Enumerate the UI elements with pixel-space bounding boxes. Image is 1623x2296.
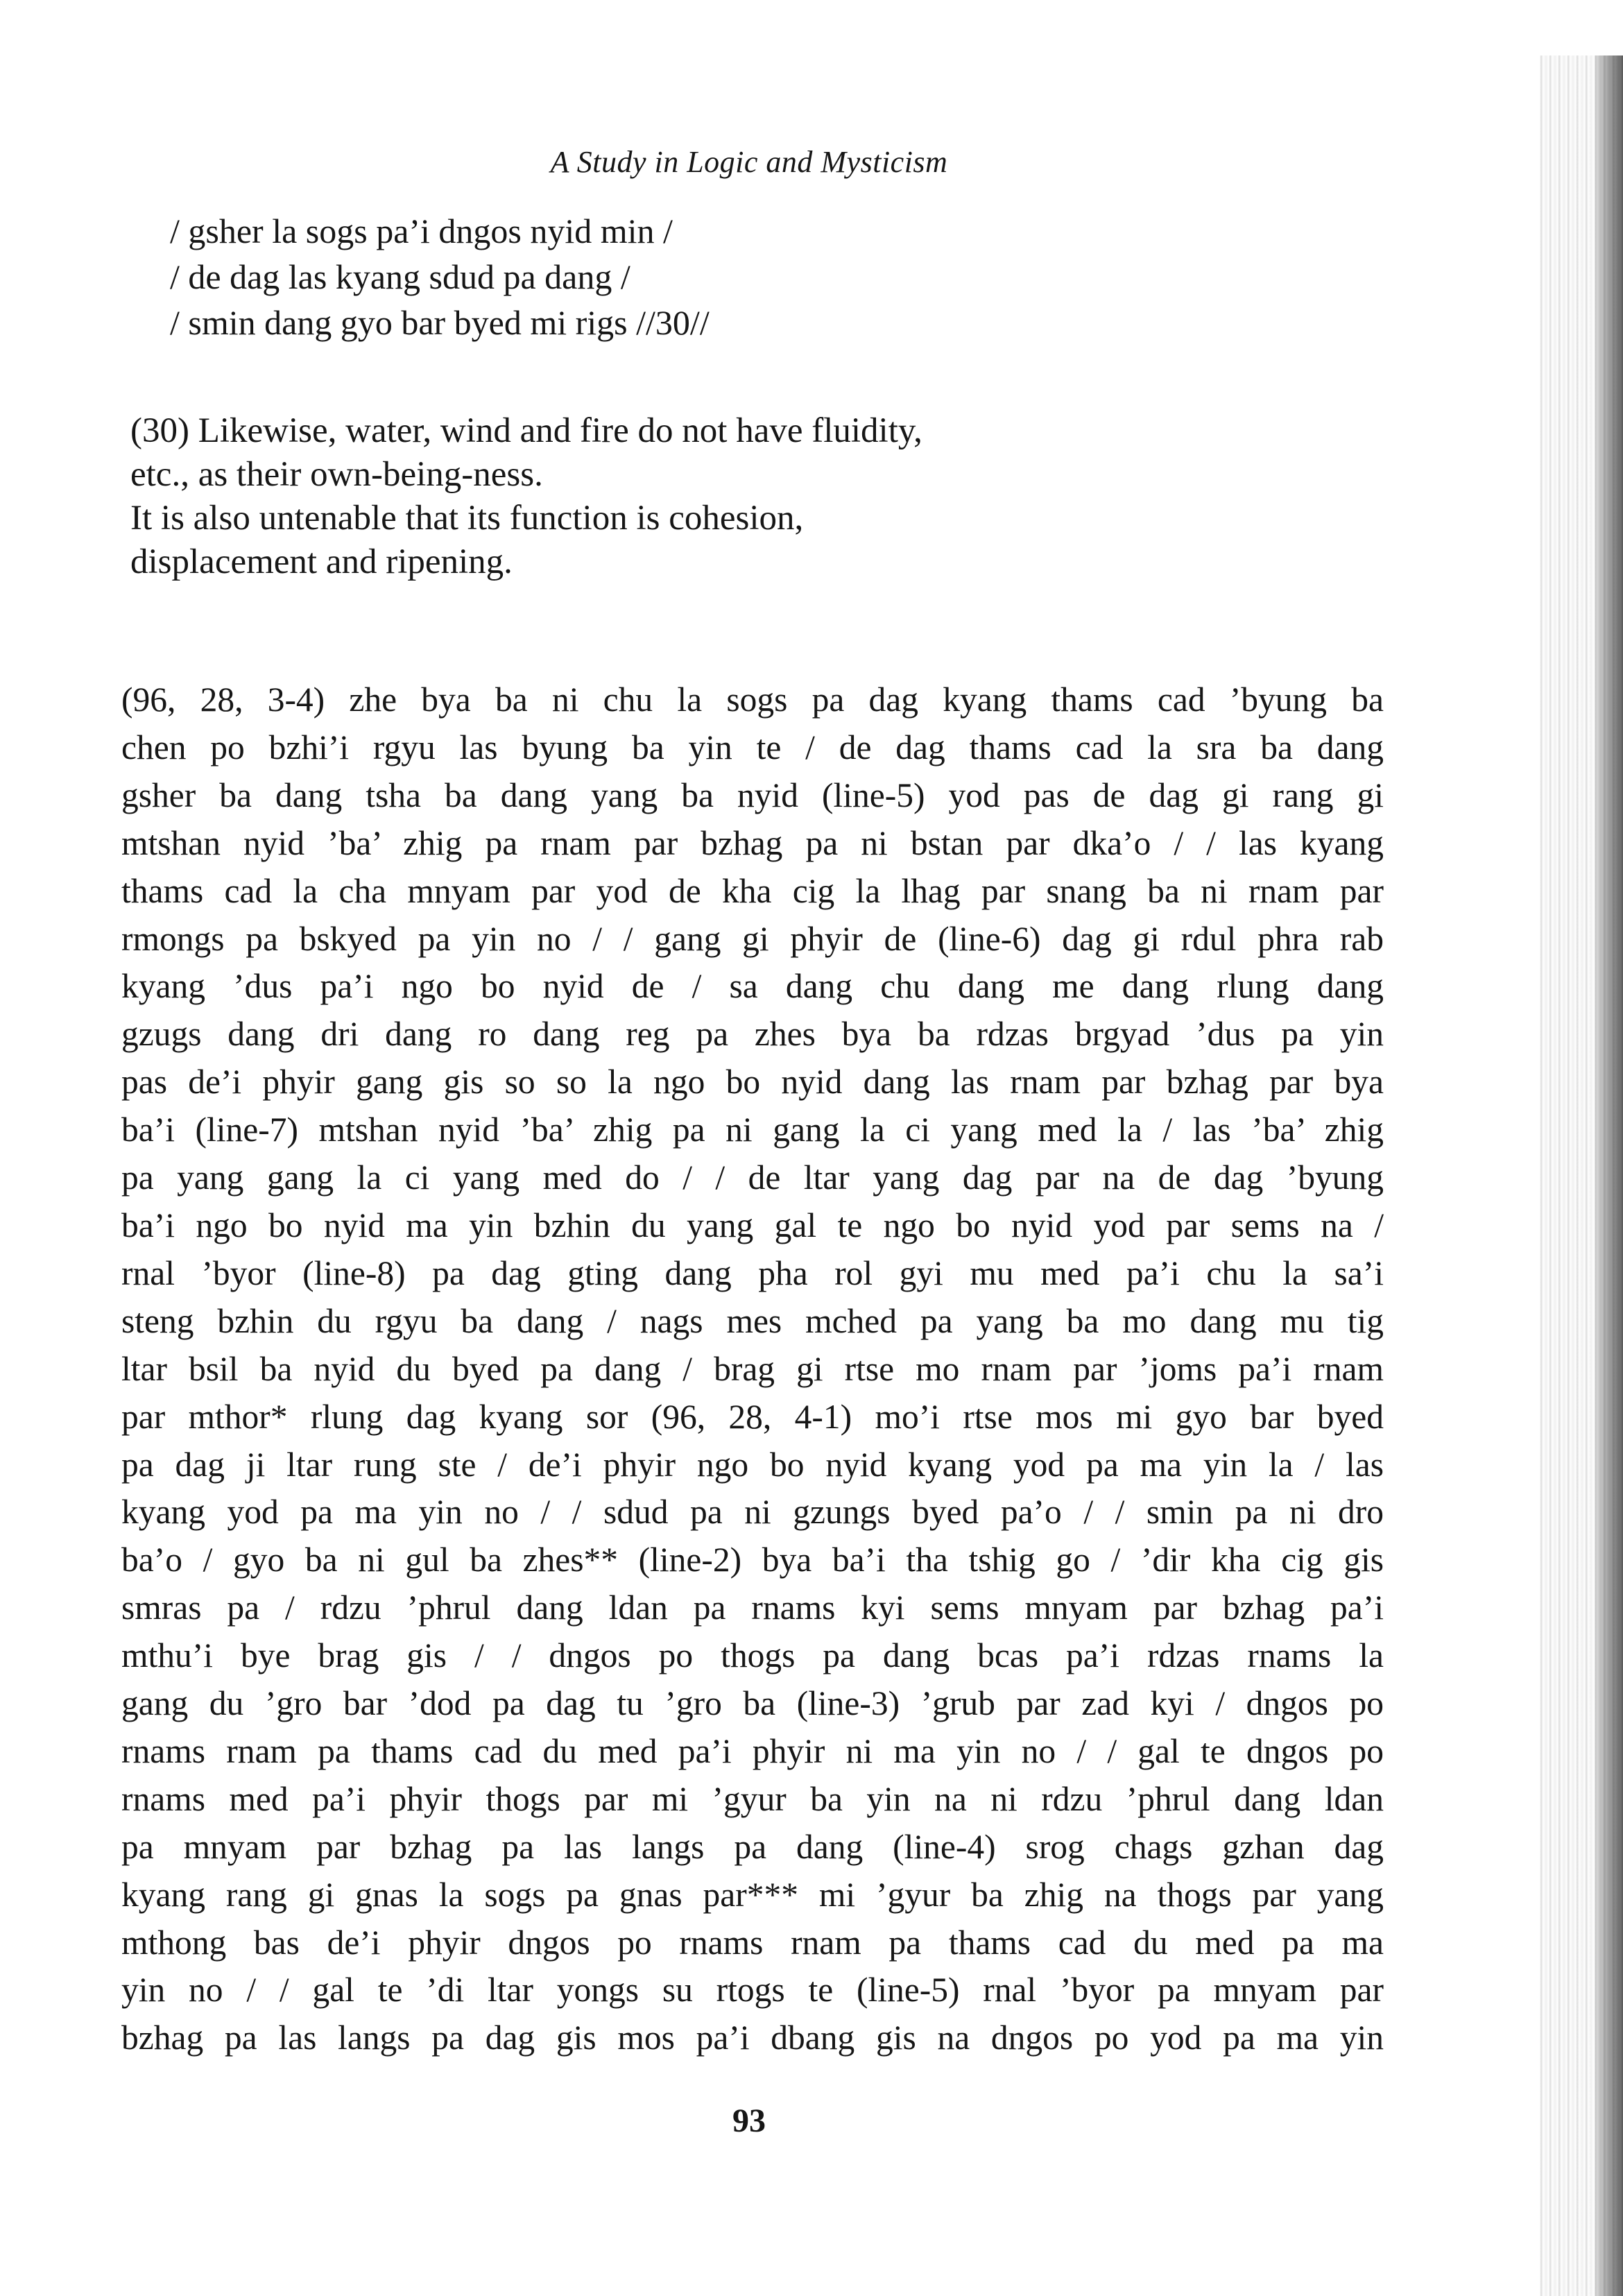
commentary-line: (96, 28, 3-4) zhe bya ba ni chu la sogs pa dag kyang thams cad ’byung ba xyxy=(121,680,1384,719)
translation-line: etc., as their own-being-ness. xyxy=(130,455,543,494)
commentary-text xyxy=(121,676,1384,2062)
page-number: 93 xyxy=(732,2102,766,2139)
commentary-line: rnams rnam pa thams cad du med pa’i phyir ni ma yin no / / gal te dngos po xyxy=(121,1731,1384,1770)
commentary-line: gzugs dang dri dang ro dang reg pa zhes bya ba rdzas brgyad ’dus pa yin xyxy=(121,1015,1384,1054)
commentary-line: gang du ’gro bar ’dod pa dag tu ’gro ba (line-3) ’grub par zad kyi / dngos po xyxy=(121,1684,1384,1723)
verse-line: / gsher la sogs pa’i dngos nyid min / xyxy=(170,212,673,250)
commentary-line: gsher ba dang tsha ba dang yang ba nyid (line-5) yod pas de dag gi rang gi xyxy=(121,776,1384,814)
commentary-line: pa mnyam par bzhag pa las langs pa dang (line-4) srog chags gzhan dag xyxy=(121,1827,1384,1866)
running-title: A Study in Logic and Mysticism xyxy=(550,145,948,179)
commentary-line: steng bzhin du rgyu ba dang / nags mes mched pa yang ba mo dang mu tig xyxy=(121,1301,1384,1340)
commentary-line: kyang rang gi gnas la sogs pa gnas par*** mi ’gyur ba zhig na thogs par yang xyxy=(121,1875,1384,1914)
english-translation xyxy=(130,409,1240,584)
commentary-line: rmongs pa bskyed pa yin no / / gang gi phyir de (line-6) dag gi rdul phra rab xyxy=(121,919,1384,958)
commentary-line: ba’o / gyo ba ni gul ba zhes** (line-2) bya ba’i tha tshig go / ’dir kha cig gis xyxy=(121,1541,1384,1579)
tibetan-verse xyxy=(170,208,1210,345)
commentary-line: chen po bzhi’i rgyu las byung ba yin te / de dag thams cad la sra ba dang xyxy=(121,728,1384,766)
commentary-line: smras pa / rdzu ’phrul dang ldan pa rnams kyi sems mnyam par bzhag pa’i xyxy=(121,1588,1384,1627)
commentary-line: pas de’i phyir gang gis so so la ngo bo nyid dang las rnam par bzhag par bya xyxy=(121,1063,1384,1102)
commentary-line: ltar bsil ba nyid du byed pa dang / brag gi rtse mo rnam par ’joms pa’i rnam xyxy=(121,1349,1384,1388)
commentary-line: mthu’i bye brag gis / / dngos po thogs pa dang bcas pa’i rdzas rnams la xyxy=(121,1636,1384,1675)
commentary-line: par mthor* rlung dag kyang sor (96, 28, 4-1) mo’i rtse mos mi gyo bar byed xyxy=(121,1397,1384,1436)
commentary-line: bzhag pa las langs pa dag gis mos pa’i dbang gis na dngos po yod pa ma yin xyxy=(121,2019,1384,2057)
commentary-line: kyang yod pa ma yin no / / sdud pa ni gzungs byed pa’o / / smin pa ni dro xyxy=(121,1493,1384,1532)
commentary-line: rnams med pa’i phyir thogs par mi ’gyur ba yin na ni rdzu ’phrul dang ldan xyxy=(121,1779,1384,1818)
translation-line: displacement and ripening. xyxy=(130,542,513,581)
translation-line: (30) Likewise, water, wind and fire do not have fluidity, xyxy=(130,411,922,450)
commentary-line: kyang ’dus pa’i ngo bo nyid de / sa dang chu dang me dang rlung dang xyxy=(121,967,1384,1006)
commentary-line: mtshan nyid ’ba’ zhig pa rnam par bzhag pa ni bstan par dka’o / / las kyang xyxy=(121,823,1384,862)
commentary-line: mthong bas de’i phyir dngos po rnams rnam pa thams cad du med pa ma xyxy=(121,1923,1384,1962)
verse-line: / smin dang gyo bar byed mi rigs //30// xyxy=(170,303,710,342)
commentary-line: yin no / / gal te ’di ltar yongs su rtogs te (line-5) rnal ’byor pa mnyam par xyxy=(121,1971,1384,2010)
verse-line: / de dag las kyang sdud pa dang / xyxy=(170,257,630,296)
commentary-line: ba’i ngo bo nyid ma yin bzhin du yang gal te ngo bo nyid yod par sems na / xyxy=(121,1206,1384,1244)
commentary-line: ba’i (line-7) mtshan nyid ’ba’ zhig pa ni gang la ci yang med la / las ’ba’ zhig xyxy=(121,1111,1384,1149)
commentary-line: thams cad la cha mnyam par yod de kha cig la lhag par snang ba ni rnam par xyxy=(121,871,1384,910)
commentary-line: pa yang gang la ci yang med do / / de ltar yang dag par na de dag ’byung xyxy=(121,1158,1384,1197)
commentary-line: pa dag ji ltar rung ste / de’i phyir ngo bo nyid kyang yod pa ma yin la / las xyxy=(121,1445,1384,1484)
binding-gutter-shadow xyxy=(1540,55,1623,2296)
commentary-line: rnal ’byor (line-8) pa dag gting dang pha rol gyi mu med pa’i chu la sa’i xyxy=(121,1253,1384,1292)
translation-line: It is also untenable that its function is cohesion, xyxy=(130,499,804,538)
